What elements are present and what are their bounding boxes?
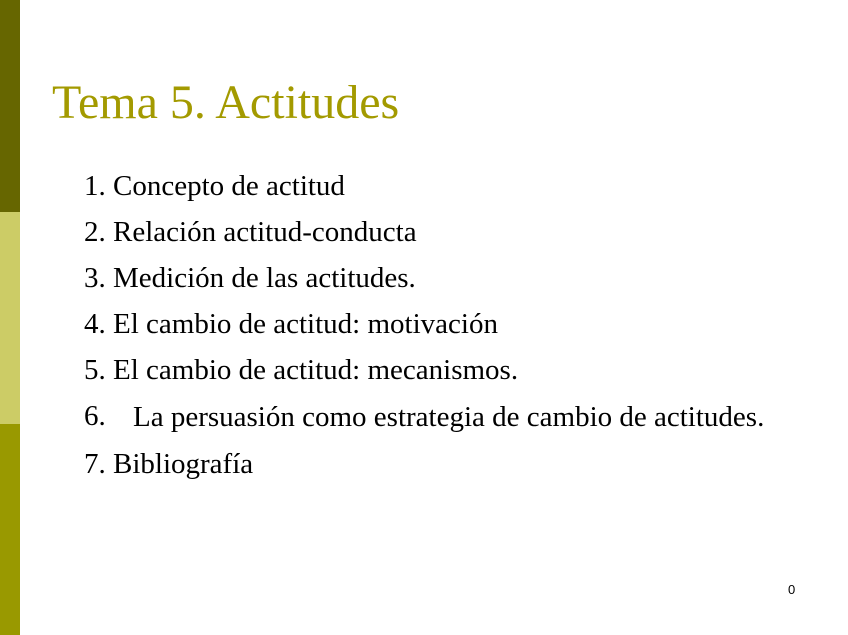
agenda-item [84,258,814,298]
agenda-item-text: El cambio de actitud: mecanismos. [113,354,519,386]
agenda-item-text: Bibliografía [113,448,254,480]
sidebar-band-middle [0,212,20,424]
agenda-item-text: Medición de las actitudes. [113,262,416,294]
agenda-item-number: 2. [84,216,106,248]
agenda-item-number: 7. [84,448,106,480]
agenda-item-text: La persuasión como estrategia de cambio de actitudes. [133,401,765,433]
agenda-item [84,444,814,484]
agenda-item [84,212,814,252]
agenda-item-text: Concepto de actitud [113,170,345,202]
agenda-item-number: 4. [84,308,106,340]
agenda-item [84,396,814,438]
agenda-item-number: 3. [84,262,106,294]
agenda-item-number: 1. [84,170,106,202]
sidebar-decoration [0,0,20,635]
agenda-list [84,166,814,490]
sidebar-band-bottom [0,424,20,635]
agenda-item-text: El cambio de actitud: motivación [113,308,498,340]
page-number: 0 [788,582,796,597]
agenda-item [84,304,814,344]
sidebar-band-top [0,0,20,212]
agenda-item-number: 6. [84,400,106,432]
agenda-item [84,350,814,390]
agenda-item [84,166,814,206]
agenda-item-number: 5. [84,354,106,386]
slide-title: Tema 5. Actitudes [52,76,400,129]
agenda-item-text: Relación actitud-conducta [113,216,417,248]
